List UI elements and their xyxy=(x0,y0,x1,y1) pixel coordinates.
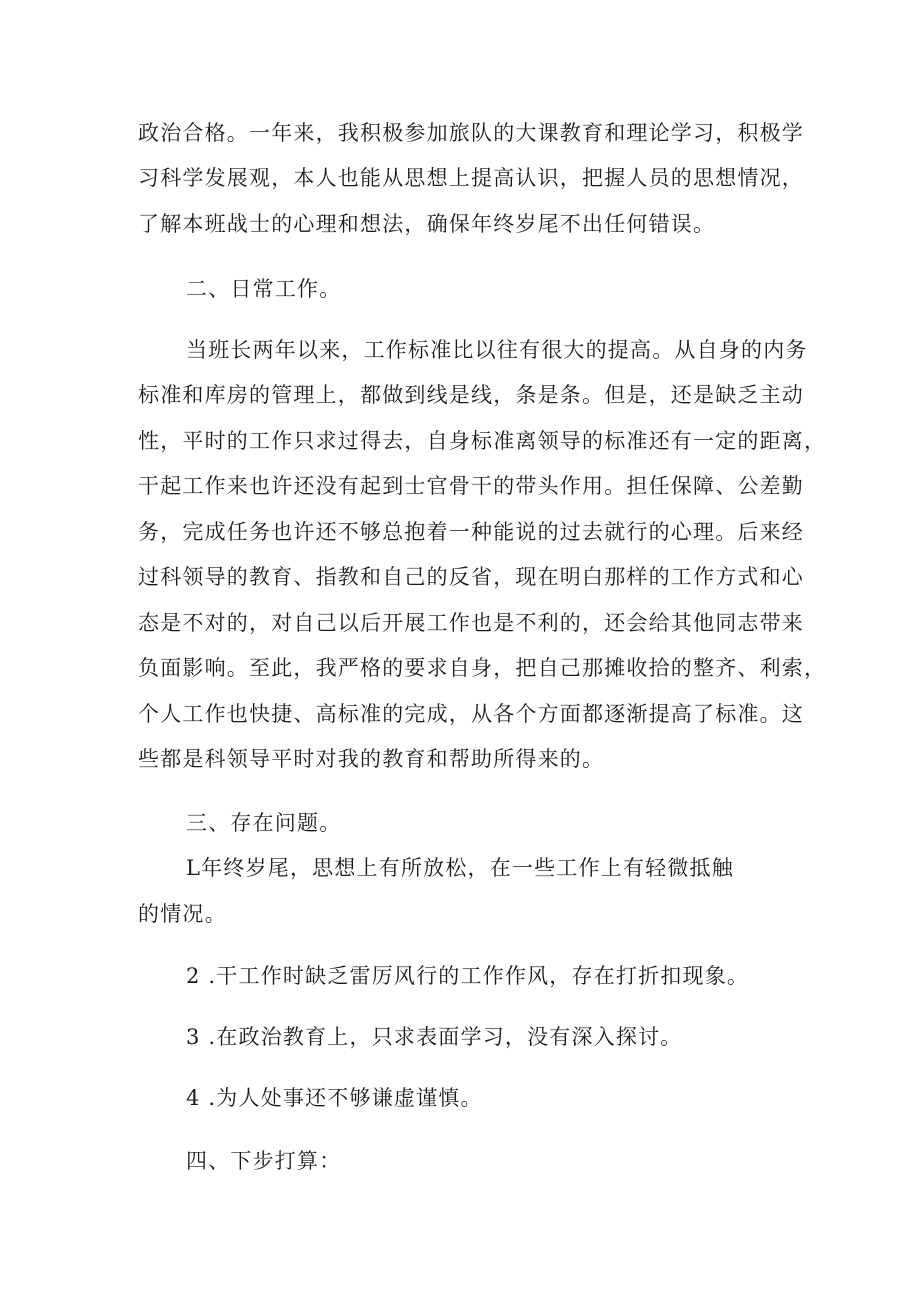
text-line-12: 负面影响。至此，我严格的要求自身，把自己那摊收拾的整齐、利索， xyxy=(138,656,827,680)
text-line-1: 政治合格。一年来，我积极参加旅队的大课教育和理论学习，积极学 xyxy=(138,121,804,145)
list-item-2: 2 .干工作时缺乏雷厉风行的工作作风，存在打折扣现象。 xyxy=(186,964,750,988)
text-line-3: 了解本班战士的心理和想法，确保年终岁尾不出任何错误。 xyxy=(138,212,716,236)
text-line-2: 习科学发展观，本人也能从思想上提高认识，把握人员的思想情况， xyxy=(138,166,804,190)
list-item-4: 4 .为人处事还不够谦虚谨慎。 xyxy=(186,1086,483,1110)
text-line-11: 态是不对的，对自己以后开展工作也是不利的，还会给其他同志带来 xyxy=(138,611,804,635)
list-item-1: L年终岁尾，思想上有所放松，在一些工作上有轻微抵触 xyxy=(186,856,734,880)
list-item-1-continued: 的情况。 xyxy=(138,902,227,926)
text-line-13: 个人工作也快捷、高标准的完成，从各个方面都逐渐提高了标准。这 xyxy=(138,702,804,726)
text-line-14: 些都是科领导平时对我的教育和帮助所得来的。 xyxy=(138,747,605,771)
text-line-7: 性，平时的工作只求过得去，自身标准离领导的标准还有一定的距离， xyxy=(138,429,827,453)
text-line-8: 干起工作来也许还没有起到士官骨干的带头作用。担任保障、公差勤 xyxy=(138,474,804,498)
text-line-9: 务，完成任务也许还不够总抱着一种能说的过去就行的心理。后来经 xyxy=(138,520,804,544)
section-heading-problems: 三、存在问题。 xyxy=(186,811,342,835)
text-line-6: 标准和库房的管理上，都做到线是线，条是条。但是，还是缺乏主动 xyxy=(138,383,804,407)
section-heading-daily-work: 二、日常工作。 xyxy=(186,277,342,301)
list-item-3: 3 .在政治教育上，只求表面学习，没有深入探讨。 xyxy=(186,1025,683,1049)
text-line-10: 过科领导的教育、指教和自己的反省，现在明白那样的工作方式和心 xyxy=(138,565,804,589)
text-line-5: 当班长两年以来，工作标准比以往有很大的提高。从自身的内务 xyxy=(186,338,808,362)
section-heading-next-plan: 四、下步打算： xyxy=(186,1149,342,1173)
